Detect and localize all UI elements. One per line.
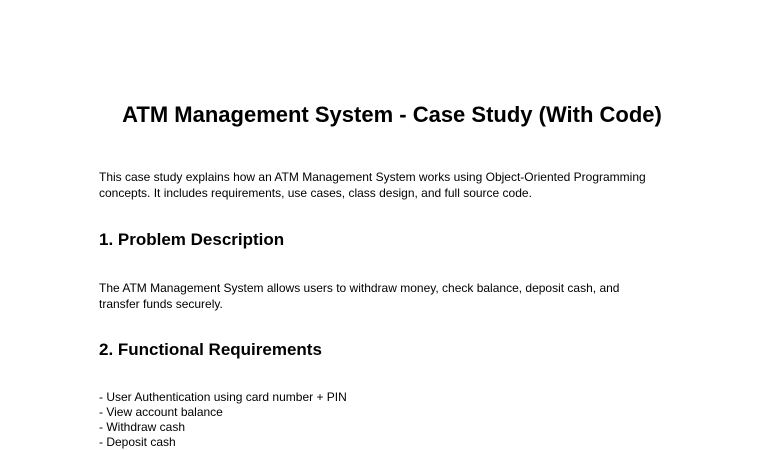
intro-line: concepts. It includes requirements, use cases, class design, and full source code. — [99, 186, 532, 200]
intro-paragraph — [99, 169, 699, 201]
section-heading-functional-requirements: 2. Functional Requirements — [99, 340, 322, 359]
document-title: ATM Management System - Case Study (With Code) — [122, 102, 662, 127]
paragraph-line: The ATM Management System allows users to withdraw money, check balance, deposit cash, and — [99, 281, 620, 295]
list-item: - Withdraw cash — [99, 420, 186, 434]
section-heading-problem-description: 1. Problem Description — [99, 230, 285, 249]
list-item: - View account balance — [99, 405, 223, 419]
problem-description-paragraph — [99, 280, 699, 312]
functional-requirements-list — [99, 390, 347, 450]
list-item: - User Authentication using card number + PIN — [99, 390, 347, 404]
list-item: - Deposit cash — [99, 435, 176, 449]
paragraph-line: transfer funds securely. — [99, 297, 223, 311]
intro-line: This case study explains how an ATM Management System works using Object-Oriented Programming — [99, 170, 646, 184]
